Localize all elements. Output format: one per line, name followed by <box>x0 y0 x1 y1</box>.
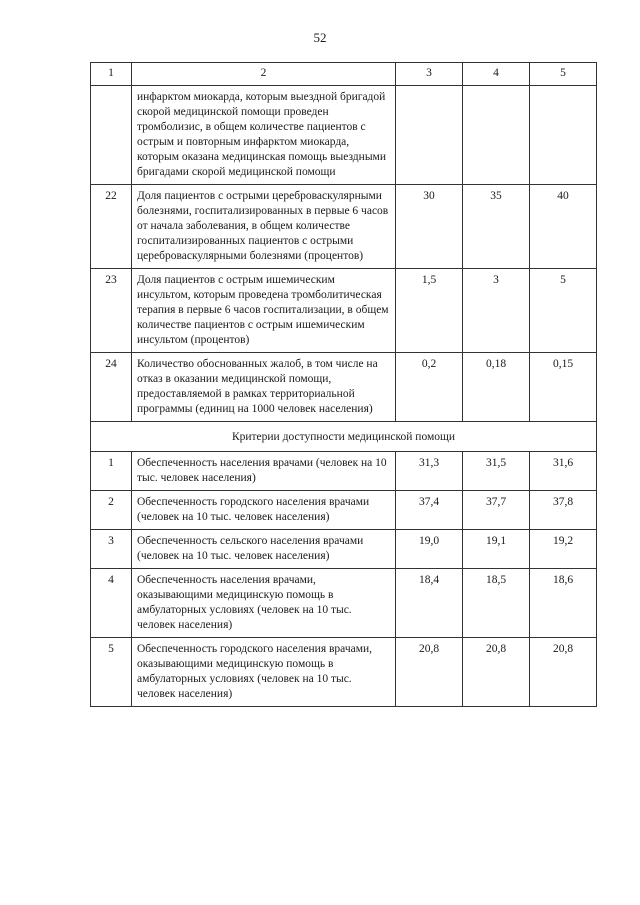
row-value-col-3: 18,4 <box>396 569 463 638</box>
row-number: 3 <box>91 530 132 569</box>
header-col-4: 4 <box>463 63 530 86</box>
row-value-col-4: 20,8 <box>463 638 530 707</box>
row-number: 23 <box>91 269 132 353</box>
row-value-col-3: 31,3 <box>396 452 463 491</box>
row-value-col-5: 40 <box>530 185 597 269</box>
row-value-col-4 <box>463 86 530 185</box>
table-header-row <box>91 63 597 86</box>
row-value-col-4: 18,5 <box>463 569 530 638</box>
row-value-col-4: 3 <box>463 269 530 353</box>
table-row <box>91 452 597 491</box>
row-value-col-3 <box>396 86 463 185</box>
row-value-col-5: 31,6 <box>530 452 597 491</box>
table-row <box>91 569 597 638</box>
row-value-col-5: 0,15 <box>530 353 597 422</box>
row-value-col-3: 19,0 <box>396 530 463 569</box>
row-description: Обеспеченность городского населения врачами, оказывающими медицинскую помощь в амбулаторных условиях (человек на 10 тыс. человек населения) <box>132 638 396 707</box>
header-col-2: 2 <box>132 63 396 86</box>
row-value-col-5: 5 <box>530 269 597 353</box>
criteria-table <box>90 62 597 707</box>
row-value-col-4: 31,5 <box>463 452 530 491</box>
row-description: Обеспеченность городского населения врачами (человек на 10 тыс. человек населения) <box>132 491 396 530</box>
row-value-col-5: 37,8 <box>530 491 597 530</box>
row-description: инфарктом миокарда, которым выездной бригадой скорой медицинской помощи проведен тромболизис, в общем количестве пациентов с острым и повторным инфарктом миокарда, которым оказана медицинская помощь выездными бригадами скорой медицинской помощи <box>132 86 396 185</box>
table-row <box>91 185 597 269</box>
row-description: Доля пациентов с острым ишемическим инсультом, которым проведена тромболитическая терапия в первые 6 часов госпитализации, в общем количестве пациентов с острым ишемическим инсультом (процентов) <box>132 269 396 353</box>
row-value-col-4: 37,7 <box>463 491 530 530</box>
row-value-col-5: 20,8 <box>530 638 597 707</box>
table-row <box>91 353 597 422</box>
row-value-col-5 <box>530 86 597 185</box>
table-row <box>91 269 597 353</box>
header-col-5: 5 <box>530 63 597 86</box>
row-number: 2 <box>91 491 132 530</box>
header-col-1: 1 <box>91 63 132 86</box>
row-value-col-4: 19,1 <box>463 530 530 569</box>
row-value-col-5: 18,6 <box>530 569 597 638</box>
row-value-col-5: 19,2 <box>530 530 597 569</box>
row-value-col-4: 0,18 <box>463 353 530 422</box>
row-description: Количество обоснованных жалоб, в том числе на отказ в оказании медицинской помощи, предоставляемой в рамках территориальной программы (единиц на 1000 человек населения) <box>132 353 396 422</box>
row-number <box>91 86 132 185</box>
row-description: Обеспеченность населения врачами, оказывающими медицинскую помощь в амбулаторных условиях (человек на 10 тыс. человек населения) <box>132 569 396 638</box>
header-col-3: 3 <box>396 63 463 86</box>
page-number: 52 <box>313 30 327 45</box>
table-row <box>91 86 597 185</box>
table-row <box>91 638 597 707</box>
section-header-row <box>91 422 597 452</box>
row-value-col-3: 37,4 <box>396 491 463 530</box>
table-row <box>91 530 597 569</box>
row-description: Обеспеченность сельского населения врачами (человек на 10 тыс. человек населения) <box>132 530 396 569</box>
row-number: 24 <box>91 353 132 422</box>
row-value-col-3: 1,5 <box>396 269 463 353</box>
row-value-col-4: 35 <box>463 185 530 269</box>
row-value-col-3: 20,8 <box>396 638 463 707</box>
table-row <box>91 491 597 530</box>
row-description: Доля пациентов с острыми цереброваскулярными болезнями, госпитализированных в первые 6 часов от начала заболевания, в общем количестве госпитализированных пациентов с острыми цереброваскулярными болезнями (процентов) <box>132 185 396 269</box>
row-number: 22 <box>91 185 132 269</box>
row-value-col-3: 0,2 <box>396 353 463 422</box>
row-number: 5 <box>91 638 132 707</box>
row-description: Обеспеченность населения врачами (человек на 10 тыс. человек населения) <box>132 452 396 491</box>
row-value-col-3: 30 <box>396 185 463 269</box>
section-title: Критерии доступности медицинской помощи <box>91 422 597 452</box>
row-number: 1 <box>91 452 132 491</box>
row-number: 4 <box>91 569 132 638</box>
